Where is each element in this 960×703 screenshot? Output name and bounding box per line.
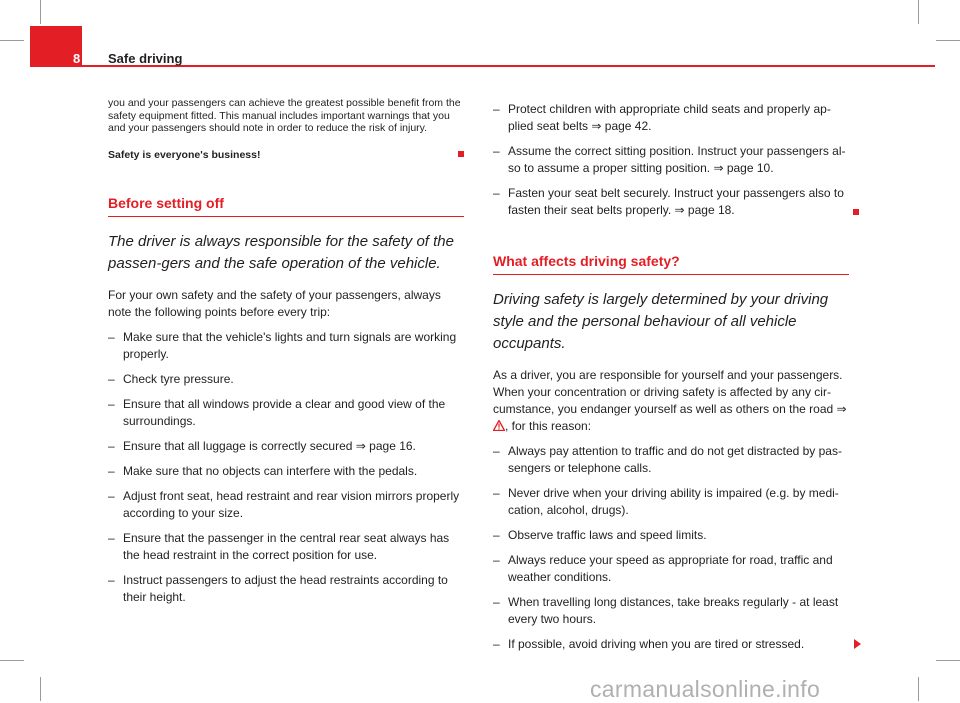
section-heading-before-setting-off: Before setting off [108,195,464,217]
list-item: – Always reduce your speed as appropriate for road, traffic and weather conditions. [493,552,849,586]
watermark: carmanualsonline.info [590,676,821,702]
list-item: – Make sure that no objects can interfere with the pedals. [108,463,464,480]
section-lead: Driving safety is largely determined by your driving style and the personal behaviour of all vehicle occupants. [493,291,829,352]
crop-mark [0,660,24,661]
checklist [108,329,464,606]
warning-triangle-icon [493,420,505,431]
page-title: Safe driving [108,51,183,66]
page-number-tab [30,26,82,67]
crop-mark [936,660,960,661]
list-item [493,636,849,653]
list-item: – Ensure that the passenger in the central rear seat always has the head restraint in the correct position for use. [108,530,464,564]
section-paragraph [493,367,849,435]
list-item: – Ensure that all windows provide a clear and good view of the surroundings. [108,396,464,430]
list-item: – Make sure that the vehicle's lights and turn signals are working properly. [108,329,464,363]
list-item-text: If possible, avoid driving when you are tired or stressed. [508,637,805,651]
list-item: – Always pay attention to traffic and do not get distracted by pas-sengers or telephone calls. [493,443,849,477]
checklist [493,443,849,653]
crop-mark [918,0,919,24]
page-number: 8 [73,51,81,66]
top-checklist [493,101,849,219]
crop-mark [918,677,919,701]
list-item: – Never drive when your driving ability is impaired (e.g. by medi-cation, alcohol, drugs). [493,485,849,519]
right-column [493,101,849,653]
list-item: – Observe traffic laws and speed limits. [493,527,849,544]
list-item: – When travelling long distances, take breaks regularly - at least every two hours. [493,594,849,628]
intro-small-text: you and your passengers can achieve the greatest possible benefit from the safety equipment fitted. This manual includes important warnings that you and your passengers should note in order to reduce the risk of injury. [108,97,461,134]
section-heading-driving-safety: What affects driving safety? [493,253,849,275]
red-square-icon [458,151,464,157]
section-lead: The driver is always responsible for the safety of the passen-gers and the safe operation of the vehicle. [108,232,454,272]
crop-mark [40,677,41,701]
red-square-icon [853,209,859,215]
list-item: – Check tyre pressure. [108,371,464,388]
safety-note-text: Safety is everyone's business! [108,148,261,161]
red-arrow-right-icon [854,639,861,649]
list-item: – Instruct passengers to adjust the head restraints according to their height. [108,572,464,606]
crop-mark [936,40,960,41]
list-item: – Ensure that all luggage is correctly secured ⇒ page 16. [108,438,464,455]
crop-mark [40,0,41,24]
list-item: – Assume the correct sitting position. Instruct your passengers al-so to assume a proper sitting position. ⇒ page 10. [493,143,849,177]
list-item [493,185,849,219]
paragraph-text: As a driver, you are responsible for yourself and your passengers. When your concentration or driving safety is affected by any cir-cumstance, you endanger yourself as well as others on the road ⇒ [493,368,847,416]
left-column [108,97,464,606]
crop-mark [0,40,24,41]
list-item: – Protect children with appropriate child seats and properly ap-plied seat belts ⇒ page 42. [493,101,849,135]
safety-note [108,149,464,161]
list-item: – Adjust front seat, head restraint and rear vision mirrors properly according to your size. [108,488,464,522]
paragraph-text-end: , for this reason: [505,419,592,433]
list-item-text: Fasten your seat belt securely. Instruct your passengers also to fasten their seat belts properly. ⇒ page 18. [508,186,844,217]
section-paragraph: For your own safety and the safety of your passengers, always note the following points before every trip: [108,287,441,319]
